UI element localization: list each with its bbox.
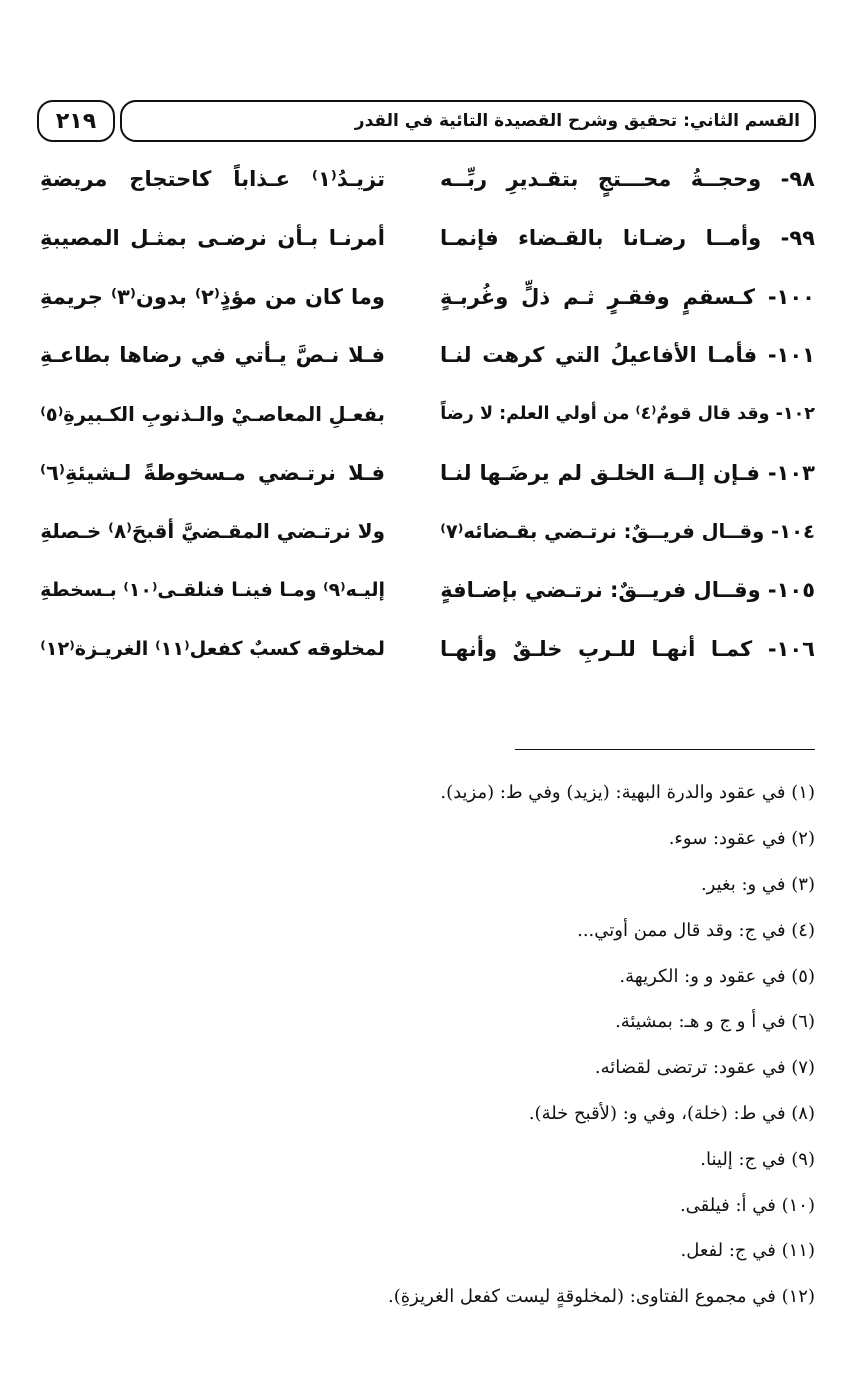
footnote-10: (١٠) في أ: فيلقى. — [679, 1194, 815, 1216]
footnote-9: (٩) في ج: إلينا. — [700, 1148, 815, 1170]
verse-106 — [40, 620, 815, 679]
verse-first-hemistich: ١٠٠- كـسقمٍ وفقـرٍ ثـم ذلٍّ وغُربـةٍ — [440, 284, 815, 309]
verse-100 — [40, 267, 815, 326]
poem-verses — [40, 150, 815, 678]
verse-second-hemistich: ولا نرتـضي المقـضيَّ أقبحَ⁽٨⁾ خـصلةِ — [40, 519, 385, 544]
verse-second-hemistich: فـلا نـصَّ يـأتي في رضاها بطاعـةِ — [40, 343, 385, 368]
footnote-2: (٢) في عقود: سوء. — [668, 828, 815, 850]
verse-103 — [40, 443, 815, 502]
footnote-8: (٨) في ط: (خلة)، وفي و: (لأقبح خلة). — [528, 1102, 815, 1124]
verse-first-hemistich: ١٠١- فأمـا الأفاعيلُ التي كرهت لنـا — [440, 343, 815, 368]
verse-105 — [40, 561, 815, 620]
footnote-12: (١٢) في مجموع الفتاوى: (لمخلوقةٍ ليست كفعل الغريزةِ). — [387, 1286, 815, 1308]
verse-second-hemistich: تزيـدُ⁽١⁾ عـذاباً كاحتجاج مريضةِ — [40, 167, 385, 192]
verse-second-hemistich: فـلا نرتـضي مـسخوطةً لـشيئةِ⁽٦⁾ — [40, 460, 385, 485]
verse-first-hemistich: ٩٨- وحجــةُ محـــتجٍ بتقـديرِ ربِّــه — [440, 167, 815, 192]
verse-102 — [40, 385, 815, 444]
verse-first-hemistich: ١٠٢- وقد قال قومٌ⁽٤⁾ من أولي العلم: لا رضاً — [440, 404, 815, 425]
page-number: ٢١٩ — [37, 100, 115, 142]
verse-99 — [40, 209, 815, 268]
verse-first-hemistich: ١٠٥- وقــال فريــقٌ: نرتـضي بإضـافةٍ — [440, 578, 815, 603]
footnote-1: (١) في عقود والدرة البهية: (يزيد) وفي ط: (مزيد). — [440, 782, 815, 804]
verse-first-hemistich: ١٠٤- وقــال فريــقٌ: نرتـضي بقـضائه⁽٧⁾ — [440, 519, 815, 543]
verse-first-hemistich: ٩٩- وأمــا رضـانا بالقـضاء فإنمـا — [440, 226, 815, 251]
footnotes — [40, 770, 815, 1320]
verse-second-hemistich: إليـه⁽٩⁾ ومـا فينـا فنلقـى⁽١٠⁾ بـسخطةِ — [40, 579, 385, 602]
verse-second-hemistich: أمرنـا بـأن نرضـى بمثـل المصيبةِ — [40, 226, 385, 251]
verse-second-hemistich: وما كان من مؤذٍ⁽٢⁾ بدون⁽٣⁾ جريمةِ — [39, 284, 385, 309]
footnote-11: (١١) في ج: لفعل. — [680, 1240, 815, 1262]
verse-second-hemistich: لمخلوقه كسبٌ كفعل⁽١١⁾ الغريـزة⁽١٢⁾ — [40, 637, 385, 661]
footnote-4: (٤) في ج: وقد قال ممن أوتي... — [577, 919, 815, 941]
verse-first-hemistich: ١٠٦- كمـا أنهـا للـربِ خلـقٌ وأنهـا — [440, 636, 815, 661]
verse-98 — [40, 150, 815, 209]
footnote-3: (٣) في و: بغير. — [700, 873, 815, 895]
verse-first-hemistich: ١٠٣- فـإن إلــهَ الخلـق لم يرضَـها لنـا — [440, 460, 815, 485]
footnote-separator — [515, 749, 815, 750]
footnote-5: (٥) في عقود و و: الكريهة. — [619, 965, 815, 987]
footnote-6: (٦) في أ و ج و هـ: بمشيئة. — [615, 1011, 815, 1033]
verse-104 — [40, 502, 815, 561]
running-header-title: القسم الثاني: تحقيق وشرح القصيدة التائية في القدر — [120, 100, 816, 142]
verse-second-hemistich: بفعـلِ المعاصـيْ والـذنوبِ الكـبيرةِ⁽٥⁾ — [40, 402, 385, 426]
verse-101 — [40, 326, 815, 385]
footnote-7: (٧) في عقود: ترتضى لقضائه. — [594, 1057, 815, 1079]
